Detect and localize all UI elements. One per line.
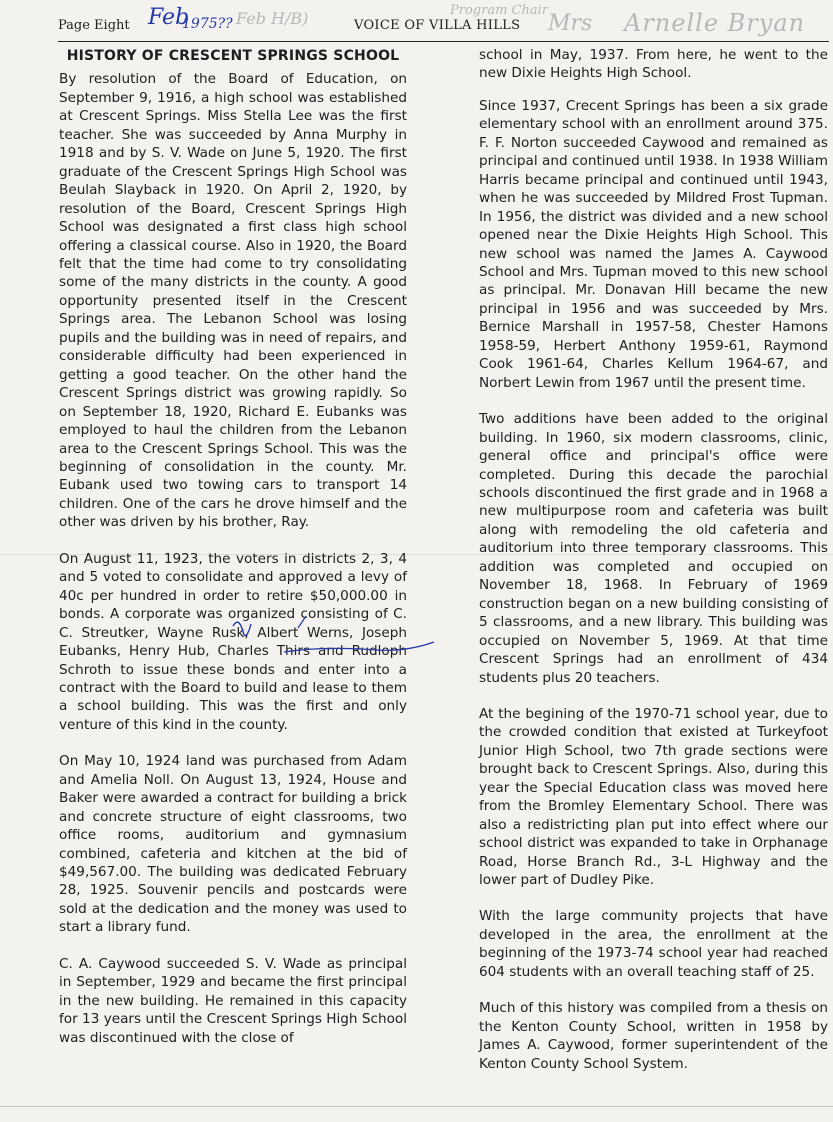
left-column [59, 46, 407, 1065]
page-number: Page Eight [58, 18, 130, 33]
article-paragraph: school in May, 1937. From here, he went to the new Dixie Heights High School. [479, 47, 828, 82]
article-paragraph: On August 11, 1923, the voters in districts 2, 3, 4 and 5 voted to consolidate and approved a levy of 40c per hundred in order to retire $50,000.00 in bonds. A corporate was organized consisting of C. C. Streutker, Wayne Rusk, Albert Werns, Joseph Eubanks, Henry Hub, Charles Thirs and Rudloph Schroth to issue these bonds and enter into a contract with the Board to build and lease to them a school building. This was the first and only venture of this kind in the county. [59, 550, 407, 733]
article-title: HISTORY OF CRESCENT SPRINGS SCHOOL [66, 48, 400, 64]
article-paragraph: Since 1937, Crecent Springs has been a six grade elementary school with an enrollment around 375. F. F. Norton succeeded Caywood and remained as principal and continued until 1938. In 1938 William Harris became principal and continued until 1943, when he was succeeded by Mildred Frost Tupman. In 1956, the district was divided and a new school opened near the Dixie Heights High School. This new school was named the James A. Caywood School and Mrs. Tupman moved to this new school as principal. Mr. Donavan Hill became the new principal in 1956 and was succeeded by Mrs. Bernice Marshall in 1957-58, Chester Hamons 1958-59, Herbert Anthony 1959-61, Raymond Cook 1961-64, Charles Kellum 1964-67, and Norbert Lewin from 1967 until the present time. [479, 97, 828, 391]
right-column [479, 46, 828, 1091]
faint-handwritten-note: Arnelle Bryan [624, 9, 806, 37]
article-paragraph: Two additions have been added to the original building. In 1960, six modern classrooms, clinic, general office and principal's office were completed. During this decade the parochial schools discontinued the first grade and in 1968 a new multipurpose room and cafeteria was built along with remodeling the old cafeteria and auditorium into three temporary classrooms. This addition was completed and occupied on November 18, 1968. In February of 1969 construction began on a new building consisting of 5 classrooms, and a new library. This building was occupied on November 5, 1969. At that time Crescent Springs had an enrollment of 434 students plus 20 teachers. [479, 411, 828, 686]
handwritten-year: 1975?? [182, 16, 233, 32]
publication-name: VOICE OF VILLA HILLS [354, 18, 521, 33]
faint-handwritten-note: Feb H/B) [236, 9, 309, 28]
header-rule [58, 41, 829, 42]
article-paragraph: C. A. Caywood succeeded S. V. Wade as principal in September, 1929 and became the first principal in the new building. He remained in this capacity for 13 years until the Crescent Springs High School was discontinued with the close of [59, 955, 407, 1046]
faint-handwritten-note: Mrs [548, 11, 593, 36]
faint-handwritten-note: Program Chair [450, 3, 548, 18]
page-header [58, 3, 826, 41]
article-paragraph: Much of this history was compiled from a thesis on the Kenton County School, written in 1958 by James A. Caywood, former superintendent of the Kenton County School System. [479, 1000, 828, 1072]
handwritten-month: Feb [148, 5, 190, 30]
article-paragraph: On May 10, 1924 land was purchased from Adam and Amelia Noll. On August 13, 1924, House and Baker were awarded a contract for building a brick and concrete structure of eight classrooms, two office rooms, auditorium and gymnasium combined, cafeteria and kitchen at the bid of $49,567.00. The building was dedicated February 28, 1925. Souvenir pencils and postcards were sold at the dedication and the money was used to start a library fund. [59, 753, 407, 936]
article-paragraph: At the begining of the 1970-71 school year, due to the crowded condition that existed at Turkeyfoot Junior High School, two 7th grade sections were brought back to Crescent Springs. Also, during this year the Special Education class was moved here from the Bromley Elementary School. There was also a redistricting plan put into effect where our school district was expanded to take in Orphanage Road, Horse Branch Rd., 3-L Highway and the lower part of Dudley Pike. [479, 705, 828, 889]
article-paragraph: By resolution of the Board of Education, on September 9, 1916, a high school was established at Crescent Springs. Miss Stella Lee was the first teacher. She was succeeded by Anna Murphy in 1918 and by S. V. Wade on June 5, 1920. The first graduate of the Crescent Springs High School was Beulah Slayback in 1920. On April 2, 1920, by resolution of the Board, Crescent Springs High School was designated a first class high school offering a classical course. Also in 1920, the Board felt that the time had come to try consolidating some of the many districts in the county. A good opportunity presented itself in the Crescent Springs area. The Lebanon School was losing pupils and the building was in need of repairs, and considerable difficulty had been experienced in getting a good teacher. On the other hand the Crescent Springs district was growing rapidly. So on September 18, 1920, Richard E. Eubanks was employed to haul the children from the Lebanon area to the Crescent Springs School. This was the beginning of consolidation in the county. Mr. Eubank used two towing cars to transport 14 children. One of the cars he drove himself and the other was driven by his brother, Ray. [59, 71, 407, 531]
page-bottom-edge [0, 1106, 833, 1107]
article-paragraph: With the large community projects that have developed in the area, the enrollment at the beginning of the 1973-74 school year had reached 604 students with an overall teaching staff of 25. [479, 908, 828, 980]
